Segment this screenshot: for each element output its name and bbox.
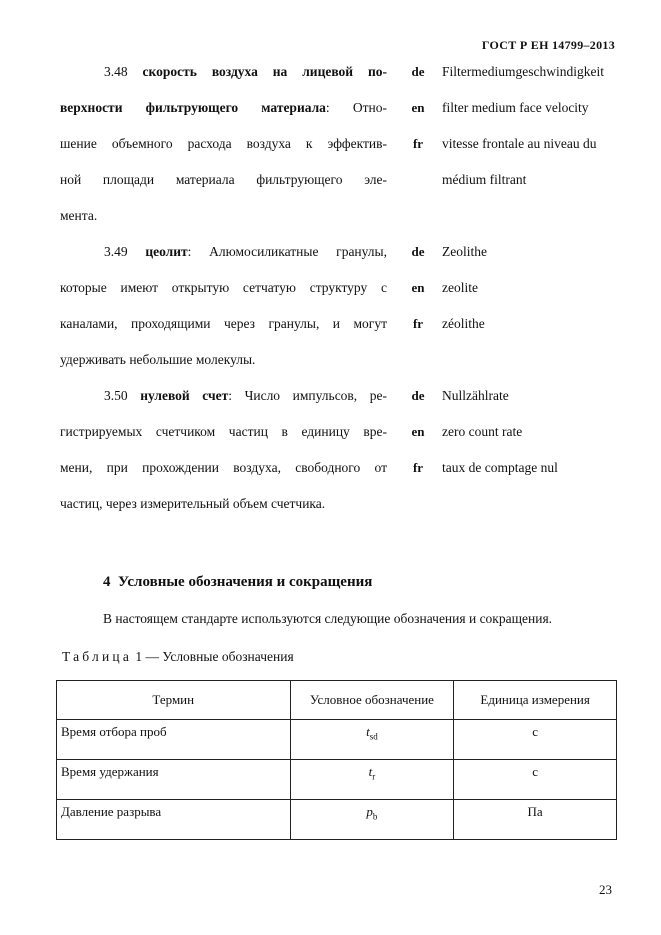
- unit-cell: Па: [454, 800, 617, 840]
- entry-number: 3.48: [104, 64, 128, 79]
- document-header: ГОСТ Р ЕН 14799–2013: [481, 38, 615, 52]
- entry-definition-line: шение объемного расхода воздуха к эффектив-: [60, 136, 387, 151]
- table-header-row: [57, 681, 617, 720]
- entry-3-50: 3.50 нулевой счет: Число импульсов, ре- гистрируемых счетчиком частиц в единицу вре- мени, при прохождении воздуха, свободного от частиц, через измерительный объем счетчика.: [60, 387, 387, 531]
- entry-definition-line: ной площади материала фильтрующего эле-: [60, 172, 387, 187]
- symbol-cell: $t_r$: [290, 760, 454, 800]
- entry-definition-line: которые имеют открытую сетчатую структуру с: [60, 280, 387, 295]
- term-cell: Время удержания: [57, 760, 291, 800]
- entry-3-49: 3.49 цеолит: Алюмосиликатные гранулы, которые имеют открытую сетчатую структуру с каналами, проходящими через гранулы, и могут удерживать небольшие молекулы.: [60, 243, 387, 387]
- translations-3-48: Filtermediumgeschwindigkeit filter medium face velocity vitesse frontale au niveau du médium filtrant: [442, 64, 604, 187]
- translations-3-50: Nullzählrate zero count rate taux de comptage nul: [442, 388, 558, 475]
- table-caption: Таблица 1 — Условные обозначения: [62, 649, 294, 664]
- entry-term-continued: верхности фильтрующего материала: [60, 100, 326, 115]
- table-row: [57, 760, 617, 800]
- symbol-cell: $t_{sd}$: [290, 720, 454, 760]
- lang-codes-3-49: de en fr: [411, 244, 425, 331]
- entry-definition-line: гистрируемых счетчиком частиц в единицу вре-: [60, 424, 387, 439]
- unit-cell: с: [454, 760, 617, 800]
- term-cell: Давление разрыва: [57, 800, 291, 840]
- entry-term: цеолит: [145, 244, 188, 259]
- entry-term: нулевой счет: [140, 388, 229, 403]
- entry-number: 3.49: [104, 244, 128, 259]
- entry-term: скорость воздуха на лицевой по-: [142, 64, 388, 79]
- page-number: 23: [599, 882, 612, 897]
- column-header: Условное обозначение: [290, 681, 454, 720]
- column-header: Единица измерения: [454, 681, 617, 720]
- entry-definition-line: мента.: [60, 208, 98, 223]
- unit-cell: с: [454, 720, 617, 760]
- section-intro: В настоящем стандарте используются следующие обозначения и сокращения.: [103, 611, 553, 626]
- entry-definition-line: удерживать небольшие молекулы.: [60, 352, 256, 367]
- symbol-cell: $p_b$: [290, 800, 454, 840]
- section-heading: 4 Условные обозначения и сокращения: [103, 574, 373, 590]
- lang-codes-3-50: de en fr: [411, 388, 425, 475]
- symbols-table: [56, 680, 617, 840]
- entry-definition-line: каналами, проходящими через гранулы, и могут: [60, 316, 387, 331]
- entry-definition-line: частиц, через измерительный объем счетчика.: [60, 496, 326, 511]
- term-cell: Время отбора проб: [57, 720, 291, 760]
- entry-3-48: 3.48 скорость воздуха на лицевой по- верхности фильтрующего материала: Отно- шение объемного расхода воздуха к эффектив- ной площади материала фильтрующего эле- мента.: [60, 63, 387, 243]
- entry-definition-line: мени, при прохождении воздуха, свободного от: [60, 460, 387, 475]
- table-row: [57, 800, 617, 840]
- translations-3-49: Zeolithe zeolite zéolithe: [442, 244, 487, 331]
- table-row: [57, 720, 617, 760]
- column-header: Термин: [57, 681, 291, 720]
- lang-codes-3-48: de en fr: [411, 64, 425, 151]
- entry-number: 3.50: [104, 388, 128, 403]
